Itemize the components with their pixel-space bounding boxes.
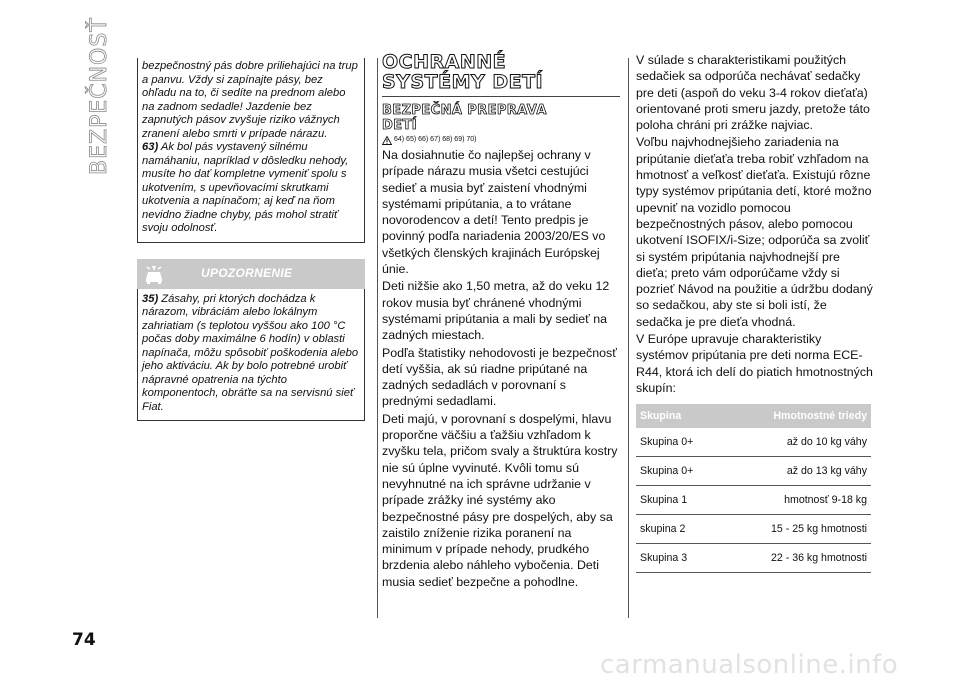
right-body	[636, 52, 874, 396]
warning-triangle-icon	[382, 136, 392, 145]
note-number: 63)	[142, 141, 159, 153]
paragraph: Deti majú, v porovnaní s dospelými, hlavu proporčne väčšiu a ťažšiu vzhľadom k zvyšku tela, pričom svaly a štruktúra kostry nie sú úplne vyvinuté. Kvôli tomu sú nevyhnutné na ich správne udržanie v prípade zrážky iné systémy ako bezpečnostné pásy pre dospelých, aby sa zaistilo zníženie rizika poranení na minimum v prípade nehody, prudkého brzdenia alebo náhleho vybočenia. Deti musia sedieť bezpečne a pohodlne.	[382, 411, 618, 589]
warning-text: Zásahy, pri ktorých dochádza k nárazom, vibráciám alebo lokálnym zahriatiam (s teplotou vyššou ako 100 °C počas doby maximálne 6 hodín) v oblasti napínača, môžu spôsobiť poškodenia alebo jeho aktiváciu. Ak by bolo potrebné urobiť nápravné opatrenia na týchto komponentoch, obráťte sa na servisnú sieť Fiat.	[142, 292, 359, 413]
watermark: carmanualsonline.info	[600, 650, 899, 680]
middle-column	[382, 52, 620, 591]
table-row	[636, 428, 871, 457]
subheading-line-2: DETÍ	[382, 118, 417, 133]
seatbelt-note-box	[137, 58, 365, 243]
paragraph: Voľbu najvhodnejšieho zariadenia na pripútanie dieťaťa treba robiť vzhľadom na hmotnosť a veľkosť dieťaťa. Existujú rôzne typy systémov pripútania detí, ktoré možno upevniť na vozidlo pomocou bezpečnostných pásov, alebo pomocou ukotvení ISOFIX/i-Size; odporúča sa zvoliť si systém pripútania najvhodnejší pre dieťa; preto vám odporúčame vždy si pozrieť Návod na použitie a údržbu dodaný so sedačkou, aby ste si boli istí, že sedačka je pre dieťa vhodná.	[636, 135, 873, 329]
table-row	[636, 457, 871, 486]
middle-body	[382, 147, 620, 590]
note-text: Ak bol pás vystavený silnému namáhaniu, napríklad v dôsledku nehody, musíte ho dať kompletne vymeniť spolu s ukotvením, s upevňovacími skrutkami ukotvenia a napínačom; aj keď na ňom nevidno žiadne chyby, pás mohol stratiť svoju odolnosť.	[142, 141, 349, 234]
table-cell-weight: až do 10 kg váhy	[723, 428, 871, 457]
svg-text:BEZPEČNOSŤ: BEZPEČNOSŤ	[87, 17, 112, 175]
heading-line-2: SYSTÉMY DETÍ	[382, 71, 544, 93]
intro-text: bezpečnostný pás dobre priliehajúci na trup a panvu. Vždy si zapínajte pásy, bez ohľadu na to, či sedíte na prednom alebo na zadnom sedadle! Jazdenie bez zapnutých pásov zvyšuje riziko vážnych zranení alebo smrti v prípade nárazu.	[142, 60, 358, 140]
table-cell-group: Skupina 0+	[636, 428, 723, 457]
paragraph: Deti nižšie ako 1,50 metra, až do veku 12 rokov musia byť chránené vhodnými systémami pripútania a mali by sedieť na zadných miestach.	[382, 279, 610, 343]
table-cell-group: Skupina 0+	[636, 457, 723, 486]
warning-number: 35)	[142, 292, 159, 305]
column-divider	[628, 58, 629, 618]
references-text: 64) 65) 66) 67) 68) 69) 70)	[394, 136, 477, 143]
note-63	[142, 141, 360, 236]
paragraph: V Európe upravuje charakteristiky systémov pripútania pre deti norma ECE-R44, ktorá ich delí do piatich hmotnostných skupín:	[636, 332, 873, 395]
table-cell-weight: 22 - 36 kg hmotnosti	[723, 544, 871, 573]
section-title	[82, 10, 112, 180]
warning-box	[137, 289, 365, 422]
table-header-weight: Hmotnostné triedy	[723, 404, 871, 428]
main-heading	[382, 52, 620, 92]
table-header-row	[636, 404, 871, 428]
weight-groups-table	[636, 404, 871, 573]
table-cell-group: skupina 2	[636, 515, 723, 544]
warning-title: UPOZORNENIE	[201, 265, 293, 280]
table-cell-weight: hmotnosť 9-18 kg	[723, 486, 871, 515]
sub-heading	[382, 103, 620, 133]
column-divider	[377, 58, 378, 618]
warning-35	[142, 293, 360, 415]
table-cell-weight: 15 - 25 kg hmotnosti	[723, 515, 871, 544]
left-column	[137, 58, 365, 421]
car-warning-icon	[143, 263, 165, 285]
table-cell-weight: až do 13 kg váhy	[723, 457, 871, 486]
table-row	[636, 515, 871, 544]
table-cell-group: Skupina 3	[636, 544, 723, 573]
table-row	[636, 486, 871, 515]
warning-references	[382, 135, 620, 145]
warning-header	[137, 259, 365, 289]
table-header-group: Skupina	[636, 404, 723, 428]
paragraph: Podľa štatistiky nehodovosti je bezpečnosť detí vyššia, ak sú riadne pripútané na zadných sedadlách v porovnaní s prednými sedadlami.	[382, 345, 617, 409]
paragraph: V súlade s charakteristikami použitých sedačiek sa odporúča nechávať sedačky pre deti (aspoň do veku 3-4 rokov dieťaťa) orientované proti smeru jazdy, pretože táto poloha chráni pri zrážke najviac.	[636, 53, 870, 133]
table-row	[636, 544, 871, 573]
subheading-line-1: BEZPEČNÁ PREPRAVA	[382, 103, 547, 118]
paragraph: Na dosiahnutie čo najlepšej ochrany v prípade nárazu musia všetci cestujúci sedieť a musia byť zaistení vhodnými systémami pripútania, a to vrátane novorodencov a detí! Tento predpis je povinný podľa nariadenia 2003/20/ES vo všetkých členských krajinách Európskej únie.	[382, 148, 606, 277]
heading-rule	[382, 96, 620, 97]
right-column	[636, 52, 874, 573]
page-number: 74	[72, 630, 96, 650]
heading-line-1: OCHRANNÉ	[382, 51, 507, 73]
table-cell-group: Skupina 1	[636, 486, 723, 515]
